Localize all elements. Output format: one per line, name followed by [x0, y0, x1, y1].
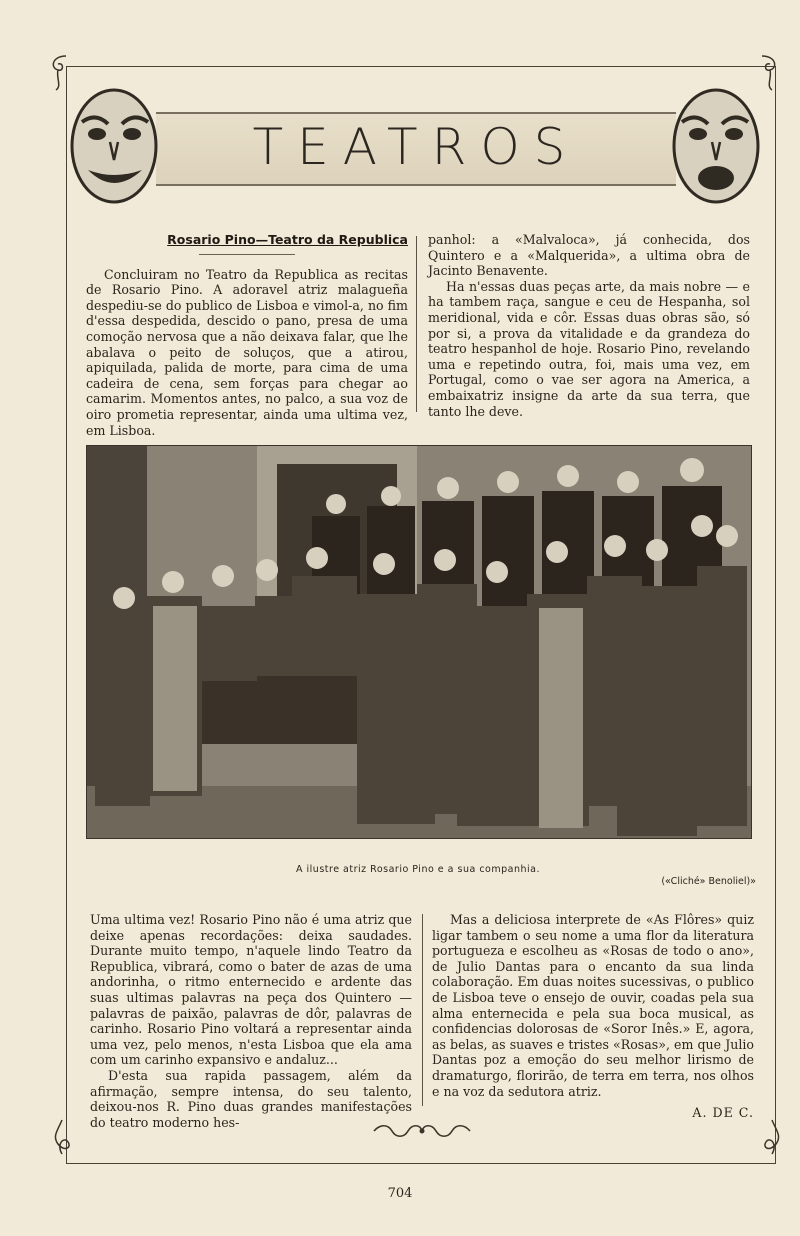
author-signature: A. DE C.	[692, 1105, 754, 1121]
theatre-mask-icon	[664, 84, 764, 212]
article-column-top-left	[86, 232, 408, 438]
paragraph: D'esta sua rapida passagem, além da afirmação, sempre intensa, do seu talento, deixou-nos R. Pino duas grandes manifestações do teatro moderno hes-	[90, 1067, 412, 1130]
photo-caption: A ilustre atriz Rosario Pino e a sua companhia.	[296, 864, 540, 875]
article-column-top-right	[428, 232, 750, 419]
paragraph: Concluiram no Teatro da Republica as recitas de Rosario Pino. A adoravel atriz malagueña despediu-se do publico de Lisboa e vimol-a, no fim d'essa despedida, descido o pano, presa de uma comoção nervosa que a não deixava falar, que lhe abalava o peito de soluços, que a atirou, apiquilada, palida de morte, para cima de uma cadeira de cena, sem forças para chegar ao camarim. Momentos antes, no palco, a sua voz de oiro prometia representar, ainda uma ultima vez, em Lisboa.	[86, 266, 408, 438]
article-heading: Rosario Pino—Teatro da Republica	[167, 232, 408, 247]
page-number: 704	[387, 1186, 413, 1201]
paragraph: Uma ultima vez! Rosario Pino não é uma atriz que deixe apenas recordações: deixa saudades. Durante muito tempo, n'aquele lindo Teatro da Republica, vibrará, como o bater de azas de uma andorinha, o ritmo enternecido e ardente das suas ultimas palavras na peça dos Quintero — palavras de paixão, palavras de dôr, palavras de carinho. Rosario Pino voltará a representar ainda uma vez, pelo menos, n'esta Lisboa que ela ama com um carinho expansivo e andaluz...	[90, 912, 412, 1068]
company-photograph	[86, 445, 752, 839]
corner-ornament-icon	[756, 1118, 786, 1158]
article-column-bottom-left	[90, 912, 412, 1130]
heading-rule	[199, 254, 295, 255]
scroll-ornament-icon	[370, 1122, 474, 1140]
corner-ornament-icon	[48, 1118, 78, 1158]
article-column-bottom-right	[432, 912, 754, 1121]
masthead	[66, 84, 764, 212]
column-divider	[422, 914, 423, 1106]
theatre-mask-icon	[66, 84, 166, 212]
paragraph: Ha n'essas duas peças arte, da mais nobre — e ha tambem raça, sangue e ceu de Hespanha, sol meridional, vida e côr. Essas duas obras são, só por si, a prova da vitalidade e da grandeza do teatro hespanhol de hoje. Rosario Pino, revelando uma e repetindo outra, foi, mais uma vez, em Portugal, como o vae ser agora na America, a embaixatriz insigne da arte da sua terra, que tanto lhe deve.	[428, 278, 750, 419]
section-title: TEATROS	[252, 118, 580, 176]
photo-credit: («Cliché» Benoliel)»	[661, 876, 756, 887]
paragraph: panhol: a «Malvaloca», já conhecida, dos Quintero e a «Malquerida», a ultima obra de Jacinto Benavente.	[428, 232, 750, 279]
column-divider	[416, 236, 417, 412]
paragraph: Mas a deliciosa interprete de «As Flôres» quiz ligar tambem o seu nome a uma flor da literatura portugueza e escolheu as «Rosas de todo o ano», de Julio Dantas para o encanto da sua linda colaboração. Em duas noites sucessivas, o publico de Lisboa teve o ensejo de ouvir, coadas pela sua alma enternecida e pela sua boca musical, as confidencias dolorosas de «Soror Inês.» E, agora, as belas, as suaves e tristes «Rosas», em que Julio Dantas poz a emoção do seu melhor lirismo de dramaturgo, florirão, de terra em terra, nos olhos e na voz da sedutora atriz.	[432, 912, 754, 1099]
